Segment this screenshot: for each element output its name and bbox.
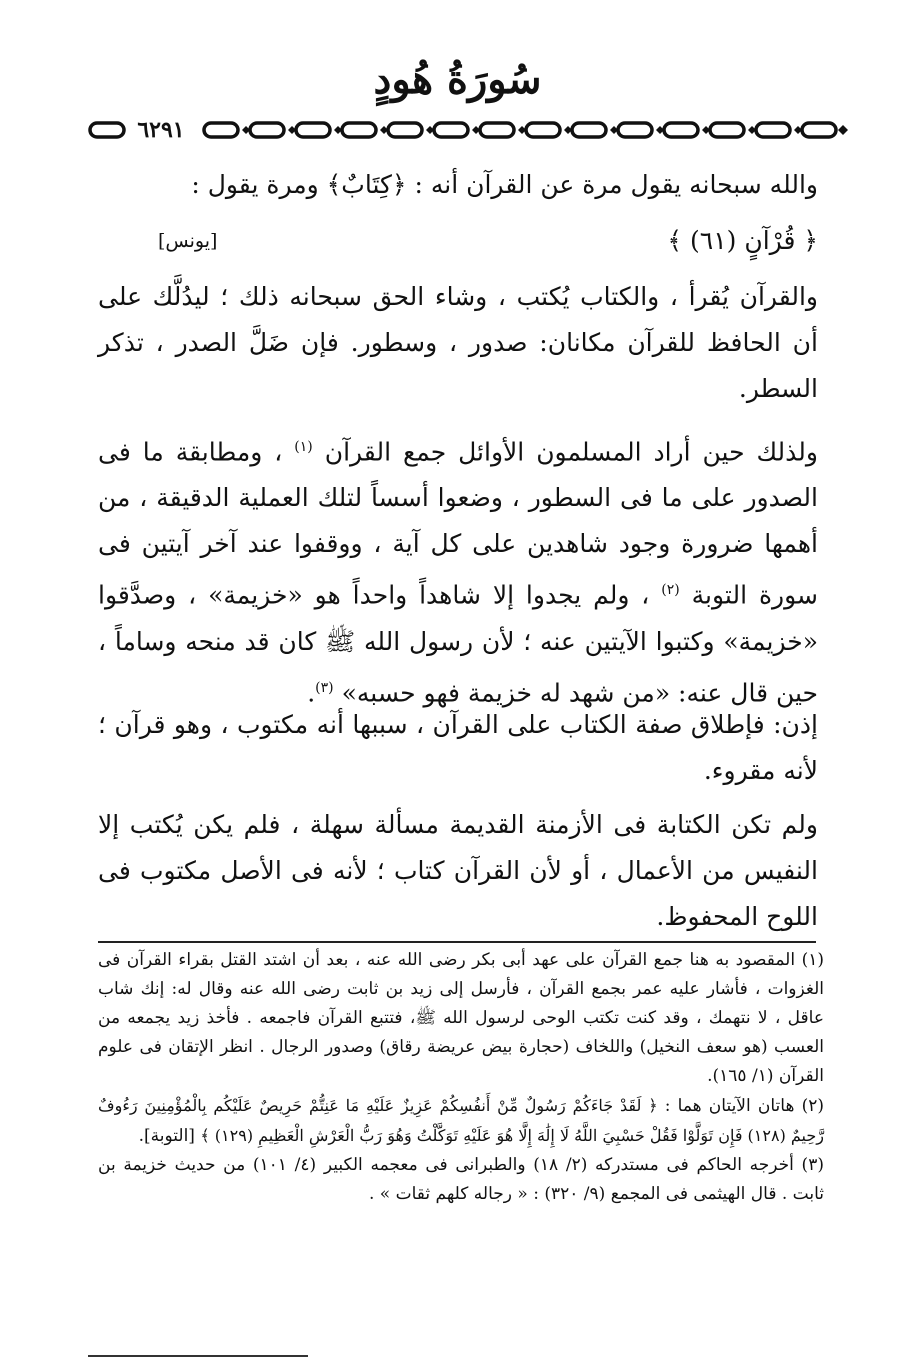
footnotes-section xyxy=(98,946,824,1209)
footnote-marker-1[interactable]: (١) xyxy=(294,439,313,455)
paragraph-4: ولم تكن الكتابة فى الأزمنة القديمة مسألة سهلة ، فلم يكن يُكتب إلا النفيس من الأعمال ، أو لأن القرآن كتاب ؛ لأنه فى الأصل مكتوب فى اللوح المحفوظ. xyxy=(98,810,818,931)
quran-verse-line xyxy=(98,218,818,264)
paragraph-2 xyxy=(98,424,818,716)
paragraph-2-part-d: . xyxy=(307,677,316,707)
decorative-header-band xyxy=(86,116,854,144)
page-number: ٦٢٩١ xyxy=(126,117,196,143)
footnote-1: (١) المقصود به هنا جمع القرآن على عهد أبى بكر رضى الله عنه ، بعد أن اشتد القتل بقراء القرآن فى الغزوات ، فأشار عليه عمر بجمع القرآن ، فأرسل إلى زيد بن ثابت رضى الله عنه وقال له: إنك شاب عاقل ، لا نتهمك ، وقد كنت تكتب الوحى لرسول الله ﷺ، فتتبع القرآن فاجمعه . فأخذ زيد يجمعه من العسب (هو سعف النخيل) واللخاف (حجارة بيض عريضة رقاق) وصدور الرجال . انظر الإتقان فى علوم القرآن (١/ ١٦٥). xyxy=(98,950,824,1086)
bottom-divider xyxy=(88,1355,308,1357)
paragraph-2-part-b: ، ومطابقة ما فى الصدور على ما فى السطور ، وضعوا أسساً لتلك العملية الدقيقة ، من أهمها ضرورة وجود شاهدين على كل آية ، ووقفوا عند آخر آيتين فى سورة التوبة xyxy=(98,437,818,610)
intro-paragraph: والله سبحانه يقول مرة عن القرآن أنه : ﴿كِتَابٌ﴾ ومرة يقول : xyxy=(191,170,818,199)
footnote-3: (٣) أخرجه الحاكم فى مستدركه (٢/ ١٨) والطبرانى فى معجمه الكبير (٤/ ١٠١) من حديث خزيمة بن ثابت . قال الهيثمى فى المجمع (٩/ ٣٢٠) : « رجاله كلهم ثقات » . xyxy=(98,1155,824,1204)
footnote-marker-2[interactable]: (٢) xyxy=(661,582,680,599)
quran-verse: ﴿ قُرْآنٍ (٦١) ﴾ xyxy=(667,226,818,255)
footnote-divider xyxy=(98,941,816,943)
footnote-2-verse: ﴿ لَقَدْ جَاءَكُمْ رَسُولٌ مِّنْ أَنفُسِكُمْ عَزِيزٌ عَلَيْهِ مَا عَنِتُّمْ حَرِيصٌ عَلَيْكُم بِالْمُؤْمِنِينَ رَءُوفٌ رَّحِيمٌ (١٢٨) فَإِن تَوَلَّوْا فَقُلْ حَسْبِيَ اللَّهُ لَا إِلَٰهَ إِلَّا هُوَ عَلَيْهِ تَوَكَّلْتُ وَهُوَ رَبُّ الْعَرْشِ الْعَظِيمِ (١٢٩) ﴾ xyxy=(98,1096,824,1145)
paragraph-2-part-a: ولذلك حين أراد المسلمون الأوائل جمع القرآن xyxy=(324,437,818,467)
surah-title: سُورَةُ هُودٍ xyxy=(373,56,542,103)
paragraph-2-part-c: ، ولم يجدوا إلا شاهداً واحداً هو «خزيمة» ، وصدَّقوا «خزيمة» وكتبوا الآيتين عنه ؛ لأن رسول الله ﷺ كان قد منحه وساماً ، حين قال عنه: «من شهد له خزيمة فهو حسبه» xyxy=(98,580,818,707)
footnote-2-intro: (٢) هاتان الآيتان هما : xyxy=(664,1096,825,1116)
footnote-marker-3[interactable]: (٣) xyxy=(315,679,334,696)
footnote-2 xyxy=(98,1091,824,1151)
ornament-chain xyxy=(86,116,854,144)
footnote-2-reference: [التوبة]. xyxy=(138,1126,195,1146)
paragraph-1: والقرآن يُقرأ ، والكتاب يُكتب ، وشاء الحق سبحانه ذلك ؛ ليدُلَّك على أن الحافظ للقرآن مكانان: صدور ، وسطور. فإن ضَلَّ الصدر ، تذكر السطر. xyxy=(98,282,818,403)
paragraph-3: إذن: فإطلاق صفة الكتاب على القرآن ، سببها أنه مكتوب ، وهو قرآن ؛ لأنه مقروء. xyxy=(98,710,818,785)
verse-reference: [يونس] xyxy=(158,230,218,252)
